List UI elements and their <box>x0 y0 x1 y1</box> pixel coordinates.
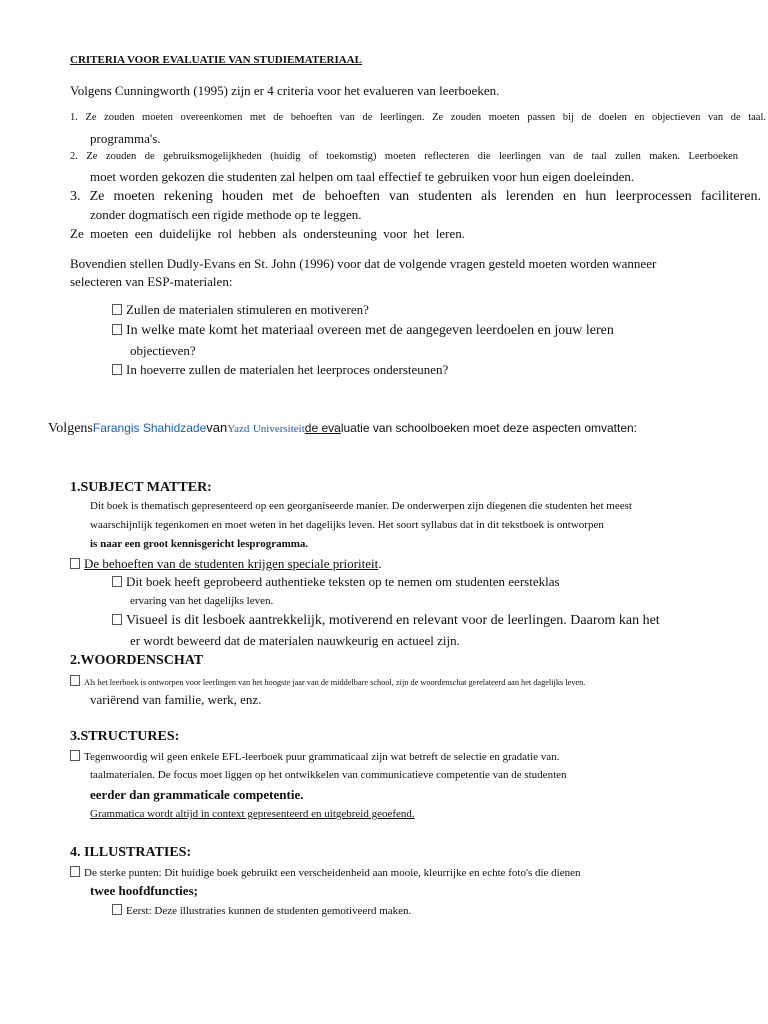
section-4-line-1: De sterke punten: Dit huidige boek gebruikt een verscheidenheid aan mooie, kleurrijke en echte foto's die dienen <box>70 866 581 880</box>
intro-text: Volgens Cunningworth (1995) zijn er 4 criteria voor het evalueren van leerboeken. <box>70 83 500 98</box>
section-3-line-3: eerder dan grammaticale competentie. <box>90 787 304 802</box>
section-2-heading: 2.WOORDENSCHAT <box>70 653 204 668</box>
section-1-heading: 1.SUBJECT MATTER: <box>70 480 212 495</box>
section-1-sub-1: Dit boek heeft geprobeerd authentieke teksten op te nemen om studenten eersteklas <box>112 575 560 590</box>
dudley-intro-line-2: selecteren van ESP-materialen: <box>70 274 233 289</box>
section-3-heading: 3.STRUCTURES: <box>70 729 180 744</box>
question-1: Zullen de materialen stimuleren en motiveren? <box>112 303 369 318</box>
bullet-box-icon <box>112 304 122 315</box>
criterion-3-line-2: zonder dogmatisch een rigide methode op te leggen. <box>90 207 362 222</box>
bullet-box-icon <box>70 750 80 761</box>
bullet-box-icon <box>112 364 122 375</box>
section-2-line-2: variërend van familie, werk, enz. <box>90 692 262 707</box>
question-2: In welke mate komt het materiaal overeen met de aangegeven leerdoelen en jouw leren <box>112 323 614 339</box>
section-3-line-1: Tegenwoordig wil geen enkele EFL-leerboek puur grammaticaal zijn wat betreft de selectie en gradatie van. <box>70 750 559 764</box>
bullet-box-icon <box>112 324 122 335</box>
farangis-line: VolgensFarangis ShahidzadevanYazd Universiteitde evaluatie van schoolboeken moet deze aspecten omvatten: <box>48 420 638 436</box>
section-1-bullet: De behoeften van de studenten krijgen speciale prioriteit. <box>70 557 381 572</box>
section-1-sub-2: Visueel is dit lesboek aantrekkelijk, motiverend en relevant voor de leerlingen. Daarom kan het <box>112 613 660 629</box>
university-link[interactable]: Universiteit <box>252 423 305 435</box>
bullet-box-icon <box>112 904 122 915</box>
section-1-line-2: waarschijnlijk tegenkomen en moet weten in het dagelijks leven. Het soort syllabus dat in dit tekstboek is ontworpen <box>90 519 604 531</box>
criterion-3-line-1: 3. Ze moeten rekening houden met de behoeften van studenten als lerenden en hun leerprocessen faciliteren. <box>70 189 761 204</box>
section-3-line-2: taalmaterialen. De focus moet liggen op het ontwikkelen van communicatieve competentie van de studenten <box>90 769 567 781</box>
dudley-intro-line-1: Bovendien stellen Dudly-Evans en St. John (1996) voor dat de volgende vragen gesteld moeten worden wanneer <box>70 256 657 271</box>
section-1-line-1: Dit boek is thematisch gepresenteerd op een georganiseerde manier. De onderwerpen zijn diegenen die studenten het meest <box>90 500 632 512</box>
bullet-box-icon <box>70 866 80 877</box>
section-4-line-2: twee hoofdfuncties; <box>90 883 198 898</box>
farangis-name-link[interactable]: Farangis Shahidzade <box>92 421 207 435</box>
bullet-box-icon <box>70 675 80 686</box>
criterion-2-line-1: 2. Ze zouden de gebruiksmogelijkheden (huidig of toekomstig) moeten reflecteren die leerlingen van de taal zullen maken. Leerboeken <box>70 151 738 162</box>
section-1-sub-2-cont: er wordt beweerd dat de materialen nauwkeurig en actueel zijn. <box>130 633 460 648</box>
bullet-box-icon <box>70 558 80 569</box>
criterion-2-line-2: moet worden gekozen die studenten zal helpen om taal effectief te gebruiken voor hun eigen doeleinden. <box>90 169 635 184</box>
criterion-1-line-1: 1. Ze zouden moeten overeenkomen met de behoeften van de leerlingen. Ze zouden moeten passen bij de doelen en objectieven van de taal. <box>70 112 766 123</box>
section-1-sub-1-cont: ervaring van het dagelijks leven. <box>130 595 274 607</box>
yazd-link[interactable]: Yazd <box>227 423 250 435</box>
section-3-line-4: Grammatica wordt altijd in context gepresenteerd en uitgebreid geoefend. <box>90 808 415 820</box>
bullet-box-icon <box>112 614 122 625</box>
section-2-line-1: Als het leerboek is ontworpen voor leerlingen van het hoogste jaar van de middelbare school, zijn de woordenschat gerelateerd aan het dagelijks leven. <box>70 675 585 688</box>
bullet-box-icon <box>112 576 122 587</box>
criterion-4-line-1: Ze moeten een duidelijke rol hebben als ondersteuning voor het leren. <box>70 226 465 241</box>
section-1-line-3: is naar een groot kennisgericht lesprogramma. <box>90 538 309 550</box>
question-2-cont: objectieven? <box>130 343 196 358</box>
question-3: In hoeverre zullen de materialen het leerproces ondersteunen? <box>112 363 448 378</box>
criterion-1-line-2: programma's. <box>90 131 161 146</box>
section-4-heading: 4. ILLUSTRATIES: <box>70 845 192 860</box>
section-4-sub-1: Eerst: Deze illustraties kunnen de studenten gemotiveerd maken. <box>112 904 411 918</box>
page-title: CRITERIA VOOR EVALUATIE VAN STUDIEMATERIAAL <box>70 54 362 66</box>
